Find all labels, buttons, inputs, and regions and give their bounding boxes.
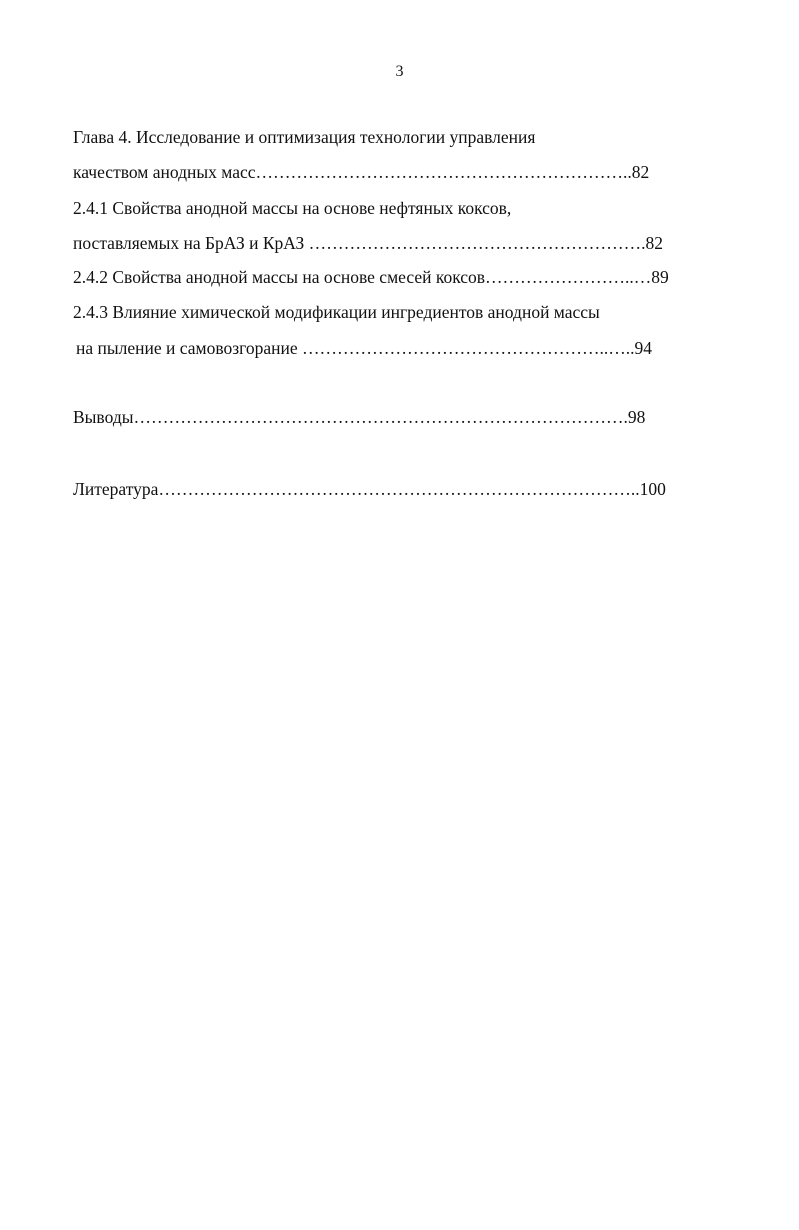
toc-conclusions: Выводы………………………………………………………………………….98 — [73, 407, 646, 427]
toc-references: Литература………………………………………………………………………..100 — [73, 479, 666, 499]
toc-section-2-4-3-line-1: 2.4.3 Влияние химической модификации ингредиентов анодной массы — [73, 302, 600, 322]
toc-chapter-4-title-line-2: качеством анодных масс………………………………………………………..82 — [73, 162, 650, 182]
page-number: 3 — [395, 63, 404, 80]
toc-section-2-4-3-line-2: на пыление и самовозгорание ……………………………………………..…..94 — [76, 338, 653, 358]
toc-section-2-4-1-line-2: поставляемых на БрАЗ и КрАЗ ………………………………………………….82 — [73, 233, 664, 253]
toc-section-2-4-2: 2.4.2 Свойства анодной массы на основе смесей коксов……………………..…89 — [73, 267, 669, 287]
toc-section-2-4-1-line-1: 2.4.1 Свойства анодной массы на основе нефтяных коксов, — [73, 198, 512, 218]
toc-chapter-4-title-line-1: Глава 4. Исследование и оптимизация технологии управления — [73, 127, 536, 147]
